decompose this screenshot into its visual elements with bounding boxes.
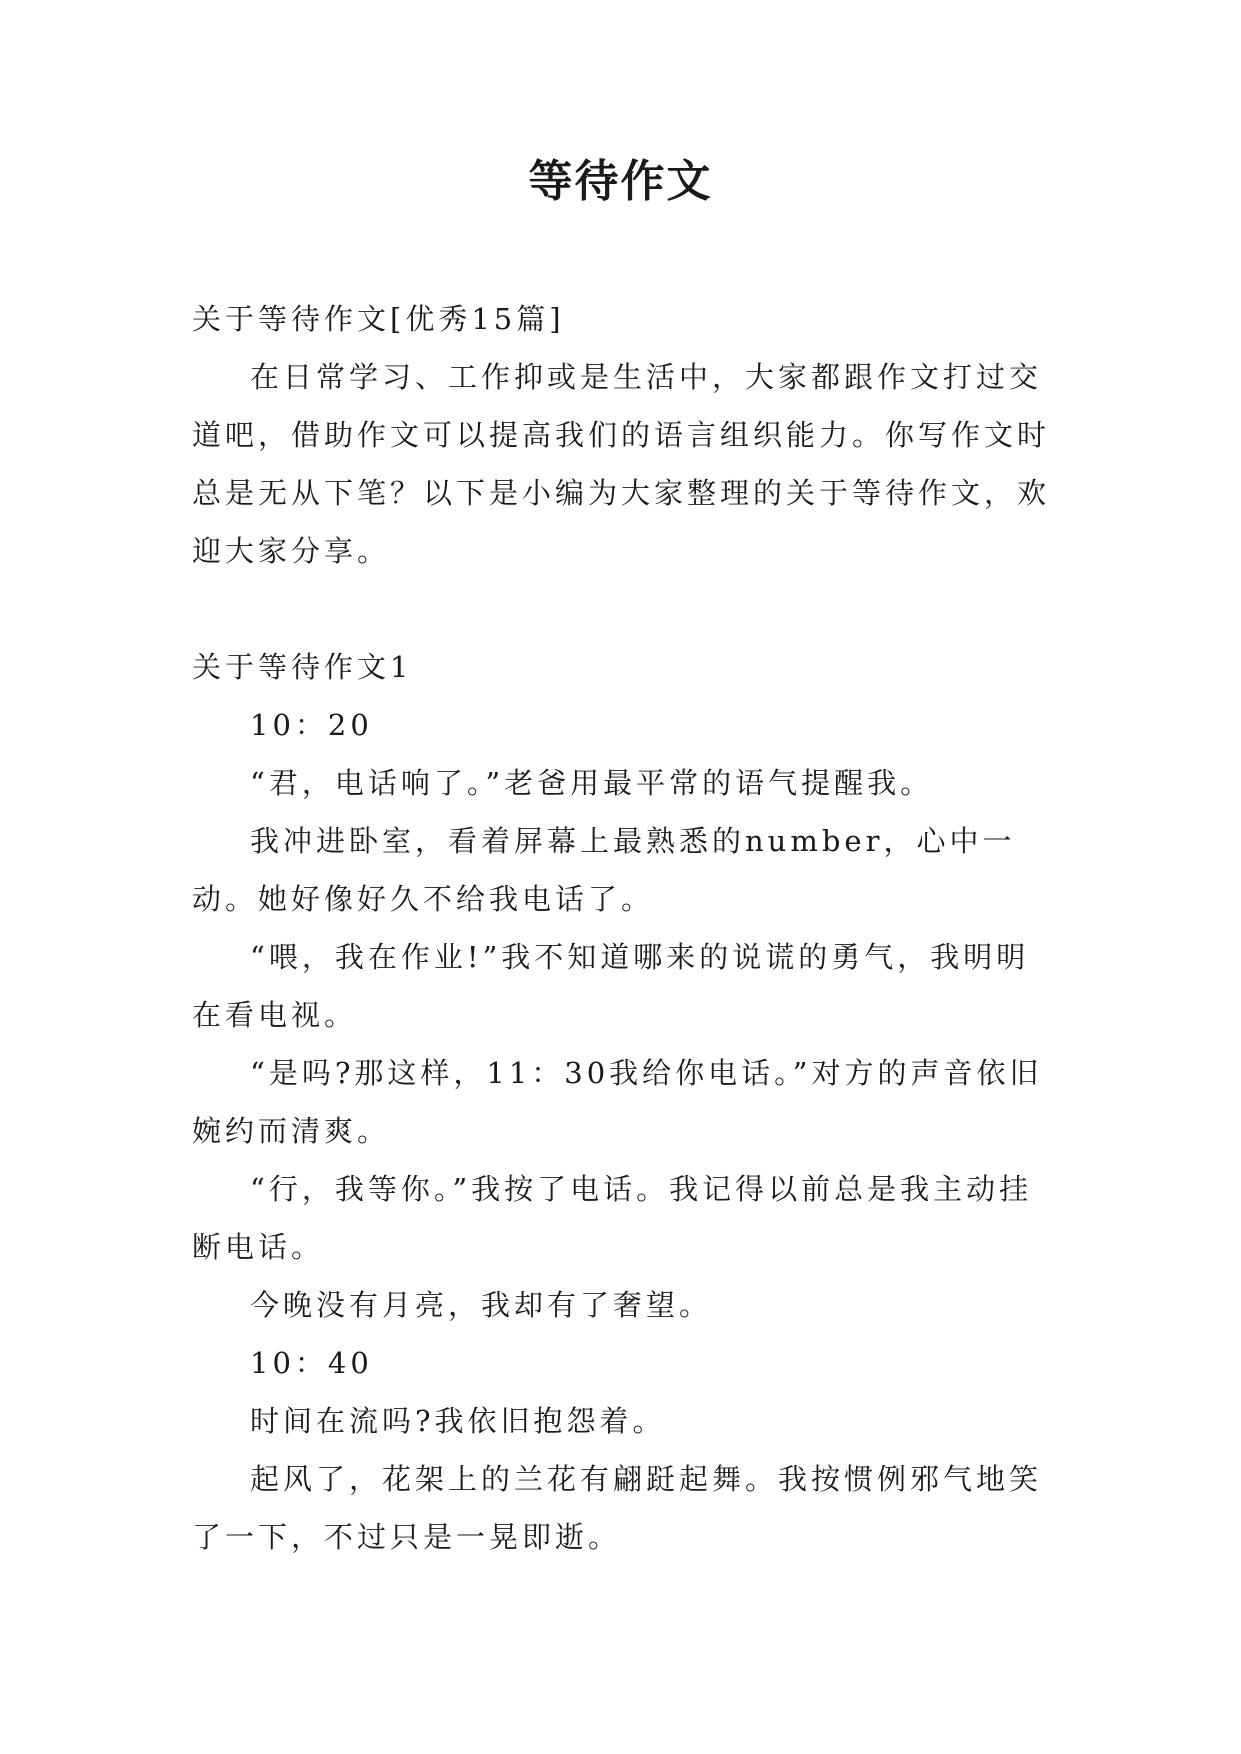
intro-paragraph: 在日常学习、工作抑或是生活中，大家都跟作文打过交道吧，借助作文可以提高我们的语言组织能力。你写作文时总是无从下笔？以下是小编为大家整理的关于等待作文，欢迎大家分享。 [192, 360, 1051, 568]
paragraph: “君，电话响了。”老爸用最平常的语气提醒我。 [250, 766, 934, 800]
paragraph: 时间在流吗?我依旧抱怨着。 [250, 1404, 666, 1438]
section-title: 关于等待作文1 [192, 650, 413, 684]
section-gap [192, 580, 1052, 638]
paragraph: “喂，我在作业!”我不知道哪来的说谎的勇气，我明明在看电视。 [192, 940, 1030, 1032]
paragraph-time-2: 10：40 [250, 1346, 373, 1380]
collection-heading: 关于等待作文[优秀15篇] [192, 302, 565, 336]
paragraph: 今晚没有月亮，我却有了奢望。 [250, 1288, 713, 1322]
paragraph: 我冲进卧室，看着屏幕上最熟悉的number，心中一动。她好像好久不给我电话了。 [192, 824, 1016, 916]
document-body [192, 290, 1052, 1566]
paragraph: 起风了，花架上的兰花有翩跹起舞。我按惯例邪气地笑了一下，不过只是一晃即逝。 [192, 1462, 1043, 1554]
paragraph: “行，我等你。”我按了电话。我记得以前总是我主动挂断电话。 [192, 1172, 1033, 1264]
paragraph: “是吗?那这样，11：30我给你电话。”对方的声音依旧婉约而清爽。 [192, 1056, 1043, 1148]
paragraph-time-1: 10：20 [250, 708, 373, 742]
document-title: 等待作文 [528, 156, 713, 207]
